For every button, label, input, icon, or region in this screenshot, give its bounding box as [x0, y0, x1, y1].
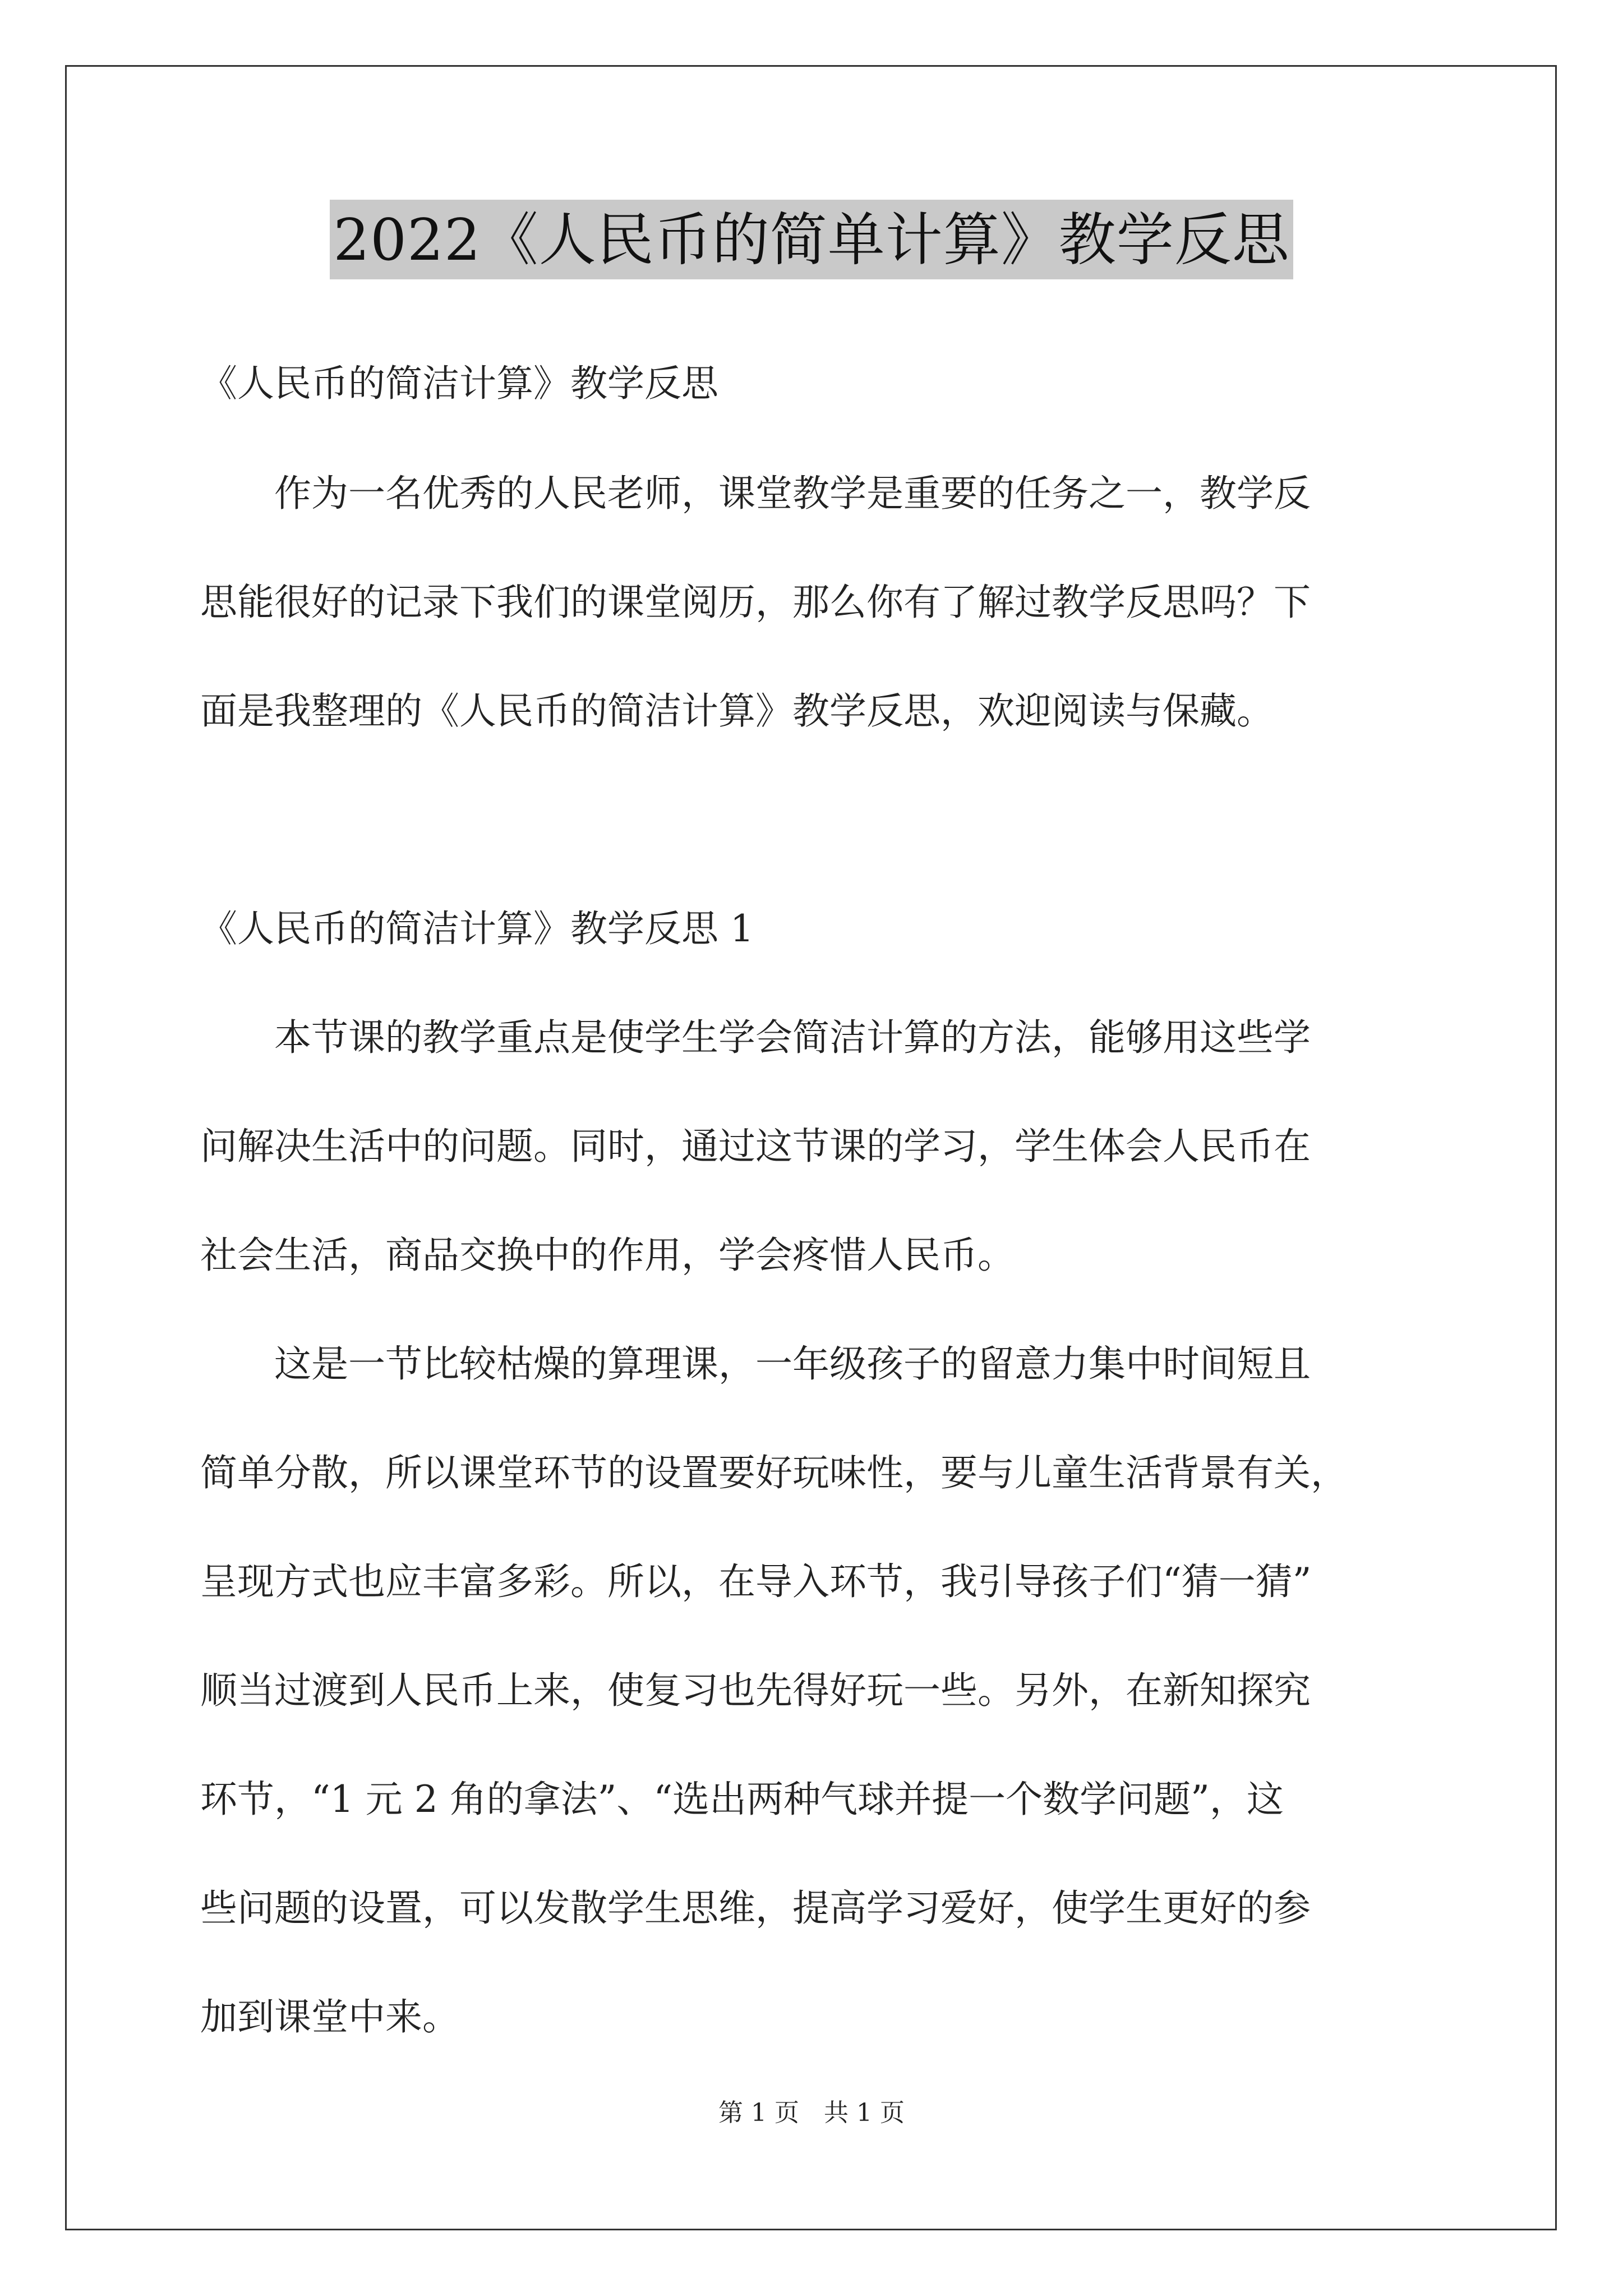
section-heading: 《人民币的简洁计算》教学反思 1	[200, 907, 754, 950]
paragraph-line: 加到课堂中来。	[200, 1995, 459, 2039]
paragraph-line: 问解决生活中的问题。同时，通过这节课的学习，学生体会人民币在	[200, 1125, 1311, 1168]
paragraph-line: 社会生活，商品交换中的作用，学会疼惜人民币。	[200, 1234, 1015, 1277]
paragraph-line: 简单分散，所以课堂环节的设置要好玩味性，要与儿童生活背景有关，	[200, 1451, 1348, 1494]
paragraph-line: 些问题的设置，可以发散学生思维，提高学习爱好，使学生更好的参	[200, 1887, 1311, 1930]
document-title: 2022《人民币的简单计算》教学反思	[330, 200, 1293, 279]
paragraph-line: 面是我整理的《人民币的简洁计算》教学反思，欢迎阅读与保藏。	[200, 689, 1274, 733]
paragraph-line: 环节，“1 元 2 角的拿法”、“选出两种气球并提一个数学问题”，这	[200, 1778, 1284, 1821]
paragraph-line: 呈现方式也应丰富多彩。所以，在导入环节，我引导孩子们“猜一猜”	[200, 1560, 1312, 1603]
paragraph-line: 本节课的教学重点是使学生学会简洁计算的方法，能够用这些学	[200, 1016, 1311, 1059]
paragraph-line: 作为一名优秀的人民老师，课堂教学是重要的任务之一，教学反	[200, 472, 1311, 515]
paragraph-line: 思能很好的记录下我们的课堂阅历，那么你有了解过教学反思吗？下	[200, 581, 1311, 624]
section-heading: 《人民币的简洁计算》教学反思	[200, 362, 718, 405]
paragraph-line: 顺当过渡到人民币上来，使复习也先得好玩一些。另外，在新知探究	[200, 1669, 1311, 1712]
title-container	[0, 200, 1623, 279]
page-footer: 第 1 页 共 1 页	[718, 2099, 905, 2127]
paragraph-line: 这是一节比较枯燥的算理课，一年级孩子的留意力集中时间短且	[200, 1342, 1311, 1386]
